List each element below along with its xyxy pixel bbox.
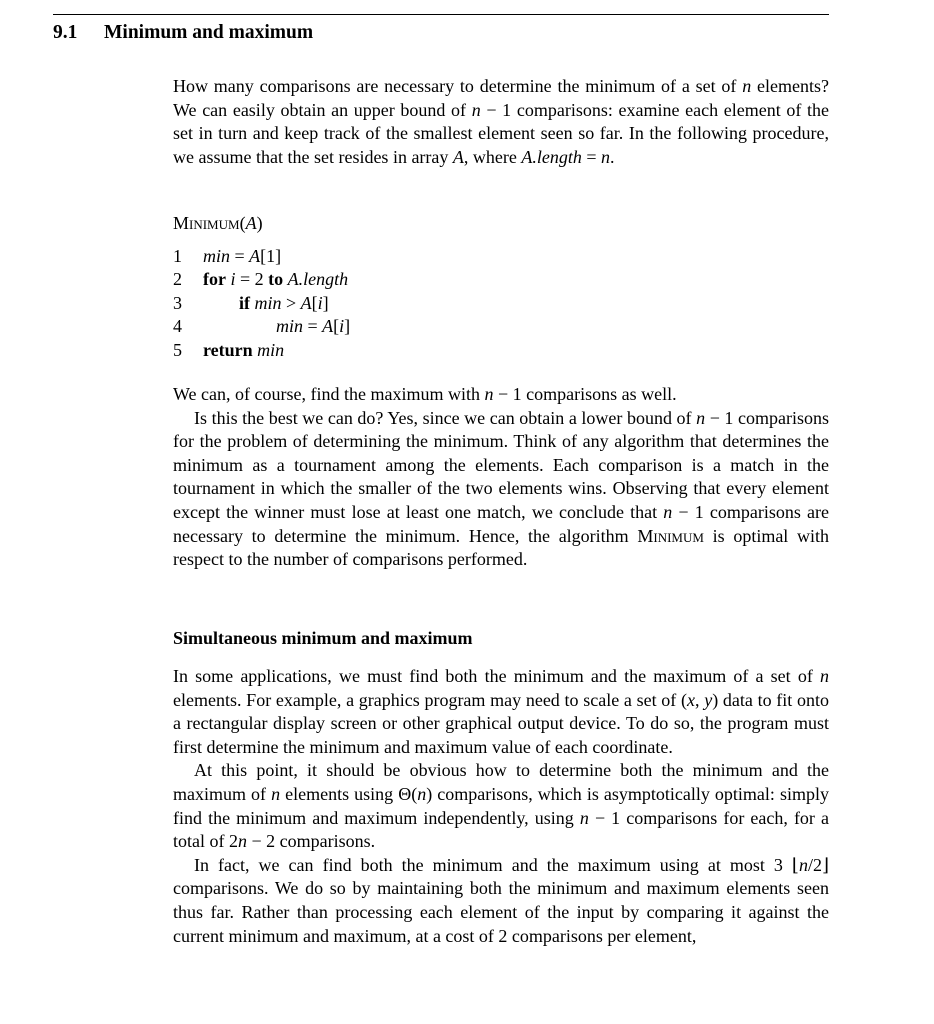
paragraph-group-simultaneous (173, 665, 829, 948)
subsection-heading: Simultaneous minimum and maximum (173, 628, 473, 648)
paragraph-asymptotic: At this point, it should be obvious how to determine both the minimum and the maximum of n elements using Θ(n) comparisons, which is asymptotically optimal: simply find the minimum and maximum independently, using n − 1 comparisons for each, for a total of 2n − 2 comparisons. (173, 760, 829, 852)
section-title: Minimum and maximum (104, 22, 314, 43)
line-number: 4 (173, 316, 182, 337)
paragraph-tournament: Is this the best we can do? Yes, since we can obtain a lower bound of n − 1 comparisons for the problem of determining the minimum. Think of any algorithm that determines the minimum as a tournament among the elements. Each comparison is a match in the tournament in which the smaller of the two elements wins. Observing that every element except the winner must lose at least one match, we conclude that n − 1 comparisons are necessary to determine the minimum. Hence, the algorithm Minimum is optimal with respect to the number of comparisons performed. (173, 407, 829, 570)
paragraph-maximum: We can, of course, find the maximum with n − 1 comparisons as well. (173, 384, 677, 404)
paragraph-three-halves: In fact, we can find both the minimum and the maximum using at most 3 ⌊n/2⌋ comparisons. We do so by maintaining both the minimum and maximum elements seen thus far. Rather than processing each element of the input by comparing it against the current minimum and maximum, at a cost of 2 comparisons per element, (173, 854, 829, 946)
line-number: 2 (173, 269, 182, 290)
paragraph-group-lower-bound (173, 383, 829, 572)
paragraph-intro: How many comparisons are necessary to determine the minimum of a set of n elements? We can easily obtain an upper bound of n − 1 comparisons: examine each element of the set in turn and keep track of the smallest element seen so far. In the following procedure, we assume that the set resides in array A, where A.length = n. (173, 76, 829, 167)
line-number: 5 (173, 339, 182, 360)
line-number: 3 (173, 292, 182, 313)
line-number: 1 (173, 246, 182, 266)
section-number: 9.1 (53, 22, 78, 43)
paragraph-applications: In some applications, we must find both the minimum and the maximum of a set of n elements. For example, a graphics program may need to scale a set of (x, y) data to fit onto a rectangular display screen or other graphical output device. To do so, the program must first determine the minimum and maximum value of each coordinate. (173, 666, 830, 757)
section-heading (53, 20, 313, 46)
top-rule (53, 14, 829, 15)
procedure-title: Minimum(A) (173, 213, 263, 233)
